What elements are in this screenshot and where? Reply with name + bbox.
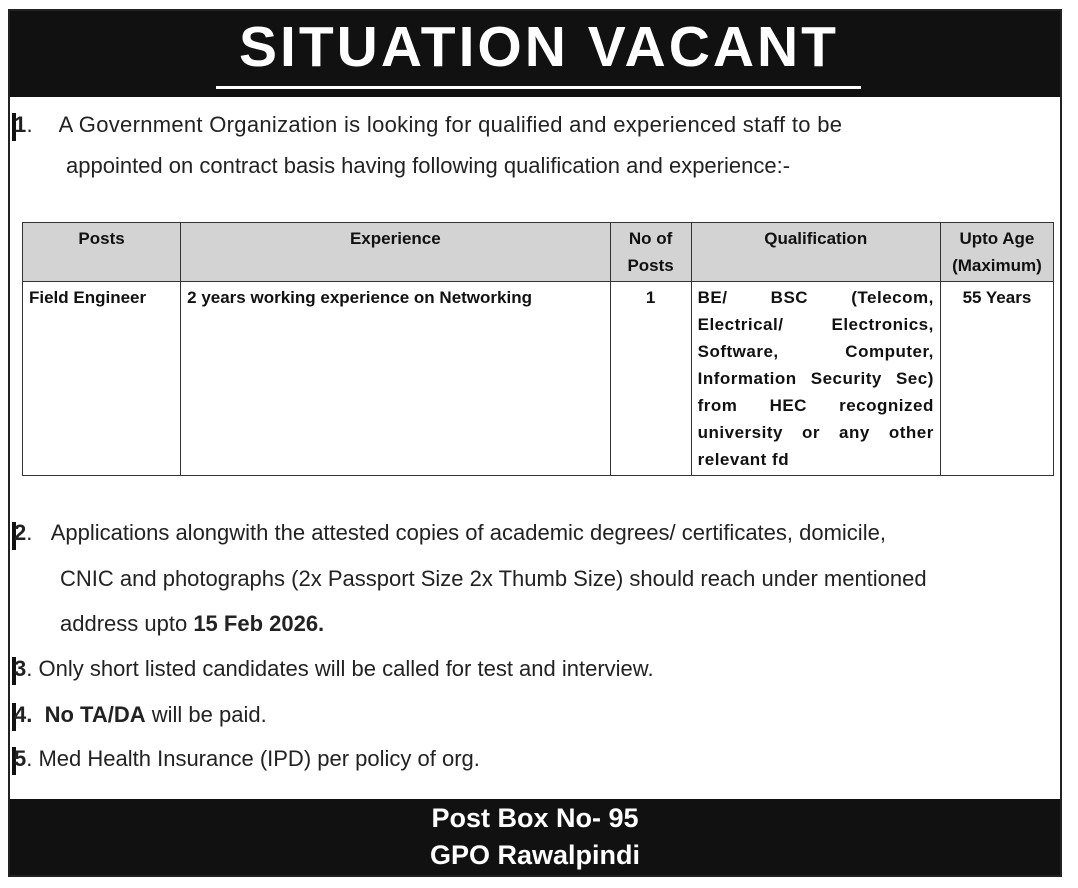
point-3-separator: . xyxy=(26,656,39,681)
page-title: SITUATION VACANT xyxy=(238,15,840,79)
intro-line-2: appointed on contract basis having following qualification and experience:- xyxy=(66,153,791,178)
header-age xyxy=(940,223,1053,282)
point-2-line-2: CNIC and photographs (2x Passport Size 2x Thumb Size) should reach under mentioned xyxy=(60,566,927,591)
intro-number: 1 xyxy=(14,112,27,137)
point-4-text: will be paid. xyxy=(145,702,267,727)
header-no-of-posts-line1: No of xyxy=(628,229,673,248)
point-3 xyxy=(14,656,654,682)
cell-qualification: BE/ BSC (Telecom, Electrical/ Electronics, Software, Computer, Information Security Sec) from HEC recognized university or any other relevant fd xyxy=(691,282,940,476)
point-2-number: 2 xyxy=(14,520,27,545)
cell-no-of-posts: 1 xyxy=(610,282,691,476)
table-header-row xyxy=(23,223,1054,282)
point-2-deadline: 15 Feb 2026. xyxy=(193,611,325,636)
point-4 xyxy=(14,702,267,728)
point-2-text-1: Applications alongwith the attested copies of academic degrees/ certificates, domicile, xyxy=(50,520,886,545)
header-experience: Experience xyxy=(181,223,610,282)
header-age-line1: Upto Age xyxy=(959,229,1035,248)
cell-age: 55 Years xyxy=(940,282,1053,476)
footer-city: GPO Rawalpindi xyxy=(429,840,641,870)
point-2-line-1 xyxy=(14,520,1060,546)
header-no-of-posts xyxy=(610,223,691,282)
cell-post: Field Engineer xyxy=(23,282,181,476)
header-posts: Posts xyxy=(23,223,181,282)
point-2-separator: . xyxy=(26,520,51,545)
posts-table xyxy=(22,222,1054,476)
point-5-number: 5 xyxy=(14,746,27,771)
point-4-number: 4. xyxy=(14,702,33,727)
footer-post-box: Post Box No- 95 xyxy=(431,803,639,833)
point-3-number: 3 xyxy=(14,656,27,681)
header-age-line2: (Maximum) xyxy=(952,256,1042,275)
header-no-of-posts-line2: Posts xyxy=(627,256,674,275)
point-3-text: Only short listed candidates will be called for test and interview. xyxy=(38,656,654,681)
header-qualification: Qualification xyxy=(691,223,940,282)
point-5-text: . Med Health Insurance (IPD) per policy of org. xyxy=(26,746,480,771)
table-row xyxy=(23,282,1054,476)
point-2-line-3 xyxy=(60,611,324,637)
intro-separator: . xyxy=(26,112,59,137)
title-underline xyxy=(216,86,861,89)
point-5 xyxy=(14,746,480,772)
point-4-bold: No TA/DA xyxy=(44,702,146,727)
intro-text-1: A Government Organization is looking for qualified and experienced staff to be xyxy=(58,112,843,137)
intro-line-1 xyxy=(14,112,1062,138)
cell-experience: 2 years working experience on Networking xyxy=(181,282,610,476)
point-2-address-prefix: address upto xyxy=(60,611,194,636)
